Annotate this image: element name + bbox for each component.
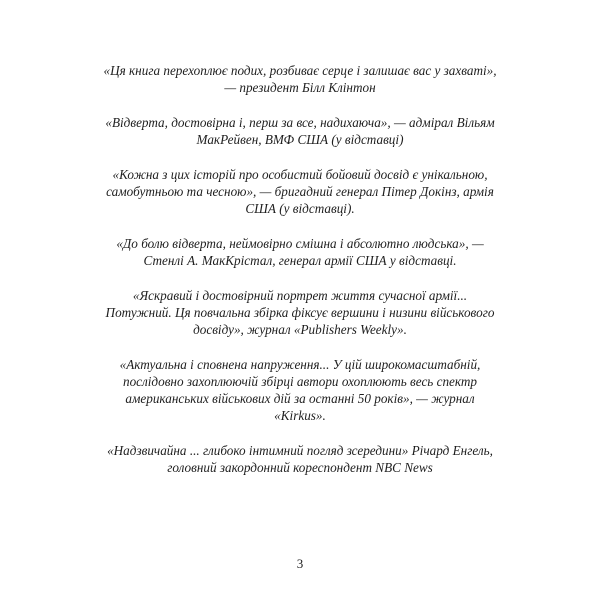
quote-mcraven: «Відверта, достовірна і, перш за все, надихаюча», — адмірал Вільям МакРейвен, ВМФ США (у відставці) [105, 115, 495, 147]
praise-quotes [100, 62, 500, 494]
quote-kirkus: «Актуальна і сповнена напруження... У цій широкомасштабній, послідовно захоплюючій збірці автори охоплюють весь спектр американських військових дій за останні 50 років», — журнал «Kirkus». [119, 357, 481, 423]
quote-mcchrystal: «До болю відверта, неймовірно смішна і абсолютно людська», — Стенлі А. МакКрістал, генерал армії США у відставці. [116, 236, 484, 268]
quote-publishers-weekly: «Яскравий і достовірний портрет життя сучасної армії... Потужний. Ця повчальна збірка фіксує вершини і низини військового досвіду», журнал «Publishers Weekly». [105, 288, 495, 337]
quote-dawkins: «Кожна з цих історій про особистий бойовий досвід є унікальною, самобутньою та чесною», — бригадний генерал Пітер Докінз, армія США (у відставці). [106, 167, 494, 216]
page-number: 3 [296, 556, 304, 571]
quote-clinton: «Ця книга перехоплює подих, розбиває серце і залишає вас у захваті», — президент Білл Клінтон [103, 63, 497, 95]
quote-engel: «Надзвичайна ... глибоко інтимний погляд зсередини» Річард Енгель, головний закордонний кореспондент NBC News [107, 443, 493, 475]
